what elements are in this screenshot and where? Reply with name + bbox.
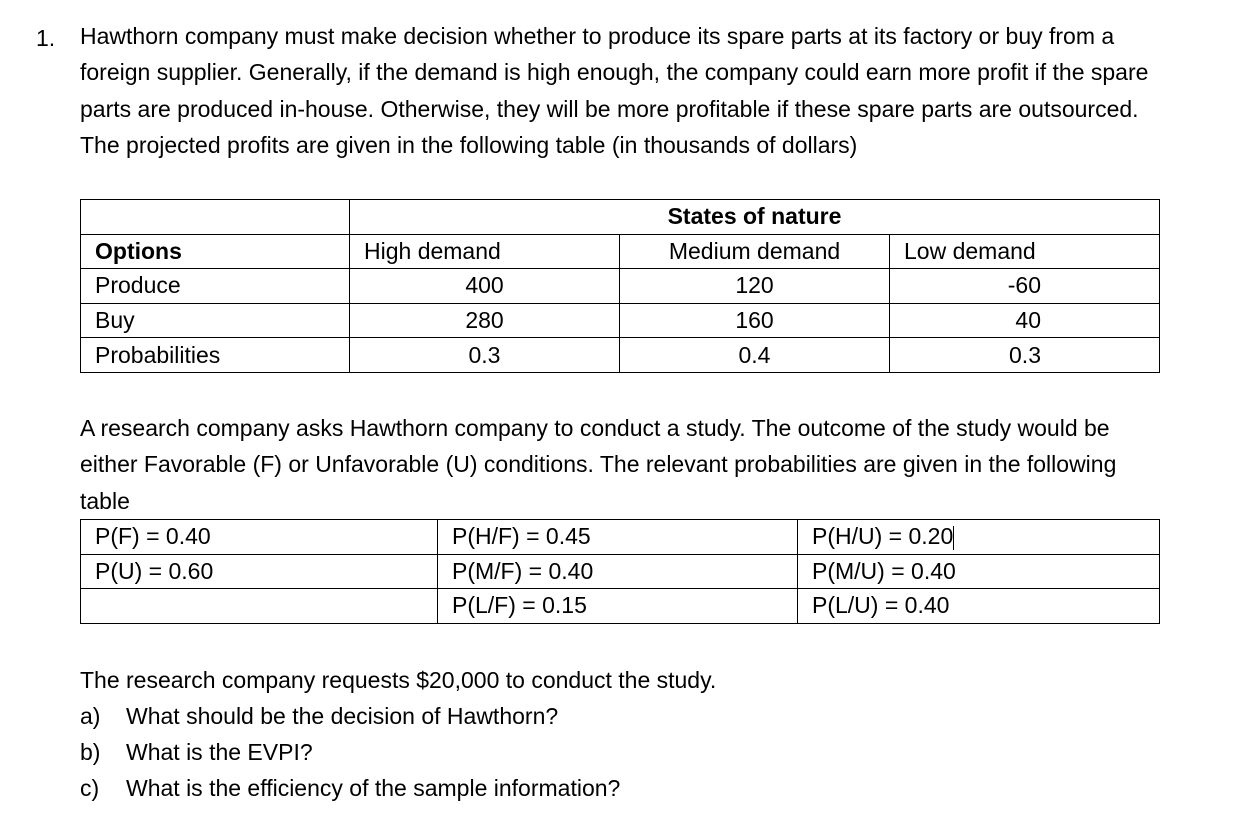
column-header: Options	[81, 234, 350, 269]
table-cell: Probabilities	[81, 338, 350, 373]
probability-table	[80, 519, 1160, 624]
text-cursor	[953, 526, 954, 550]
table-row	[81, 303, 1160, 338]
table-cell: 0.4	[620, 338, 890, 373]
subquestion-c	[80, 770, 620, 806]
table-row	[81, 589, 1160, 624]
table-cell: 120	[620, 269, 890, 304]
table-cell: P(F) = 0.40	[81, 520, 438, 555]
table-cell: P(M/F) = 0.40	[438, 554, 798, 589]
table-cell: P(L/F) = 0.15	[438, 589, 798, 624]
table-row	[81, 269, 1160, 304]
table-header-row	[81, 234, 1160, 269]
table-cell: 280	[350, 303, 620, 338]
table-row	[81, 554, 1160, 589]
table-cell: -60	[890, 269, 1160, 304]
table-cell	[81, 589, 438, 624]
question-intro: Hawthorn company must make decision whether to produce its spare parts at its factory or buy from a foreign supplier. Generally, if the demand is high enough, the company could earn more profit if the spare parts are produced in-house. Otherwise, they will be more profitable if these spare parts are outsourced. The projected profits are given in the following table (in thousands of dollars)	[80, 23, 1149, 159]
table-row	[81, 338, 1160, 373]
table-cell-text: P(H/U) = 0.20	[812, 523, 954, 550]
table-cell	[81, 200, 350, 235]
subquestion-text: What is the EVPI?	[126, 739, 313, 765]
table-cell: Produce	[81, 269, 350, 304]
column-header: Low demand	[890, 234, 1160, 269]
column-header: Medium demand	[620, 234, 890, 269]
subquestion-text: What is the efficiency of the sample information?	[126, 775, 621, 801]
table-cell	[798, 520, 1160, 555]
table-cell: P(U) = 0.60	[81, 554, 438, 589]
subquestion-text: What should be the decision of Hawthorn?	[126, 703, 559, 729]
group-header: States of nature	[350, 200, 1160, 235]
table-cell: P(L/U) = 0.40	[798, 589, 1160, 624]
column-header: High demand	[350, 234, 620, 269]
table-cell: 400	[350, 269, 620, 304]
question-number: 1.	[36, 25, 56, 51]
table-cell: Buy	[81, 303, 350, 338]
subquestion-letter: b)	[80, 739, 101, 765]
table-cell: 40	[890, 303, 1160, 338]
subquestion-list	[80, 698, 620, 806]
table-cell: 0.3	[350, 338, 620, 373]
subquestion-letter: a)	[80, 703, 101, 729]
table-cell: 160	[620, 303, 890, 338]
study-cost-text: The research company requests $20,000 to conduct the study.	[80, 667, 717, 693]
table-row	[81, 200, 1160, 235]
subquestion-letter: c)	[80, 775, 100, 801]
profit-table	[80, 199, 1160, 373]
table-cell: 0.3	[890, 338, 1160, 373]
table-cell: P(H/F) = 0.45	[438, 520, 798, 555]
subquestion-a	[80, 698, 620, 734]
study-intro: A research company asks Hawthorn company to conduct a study. The outcome of the study would be either Favorable (F) or Unfavorable (U) conditions. The relevant probabilities are given in the following table	[80, 415, 1117, 514]
table-cell: P(M/U) = 0.40	[798, 554, 1160, 589]
table-row	[81, 520, 1160, 555]
subquestion-b	[80, 734, 620, 770]
